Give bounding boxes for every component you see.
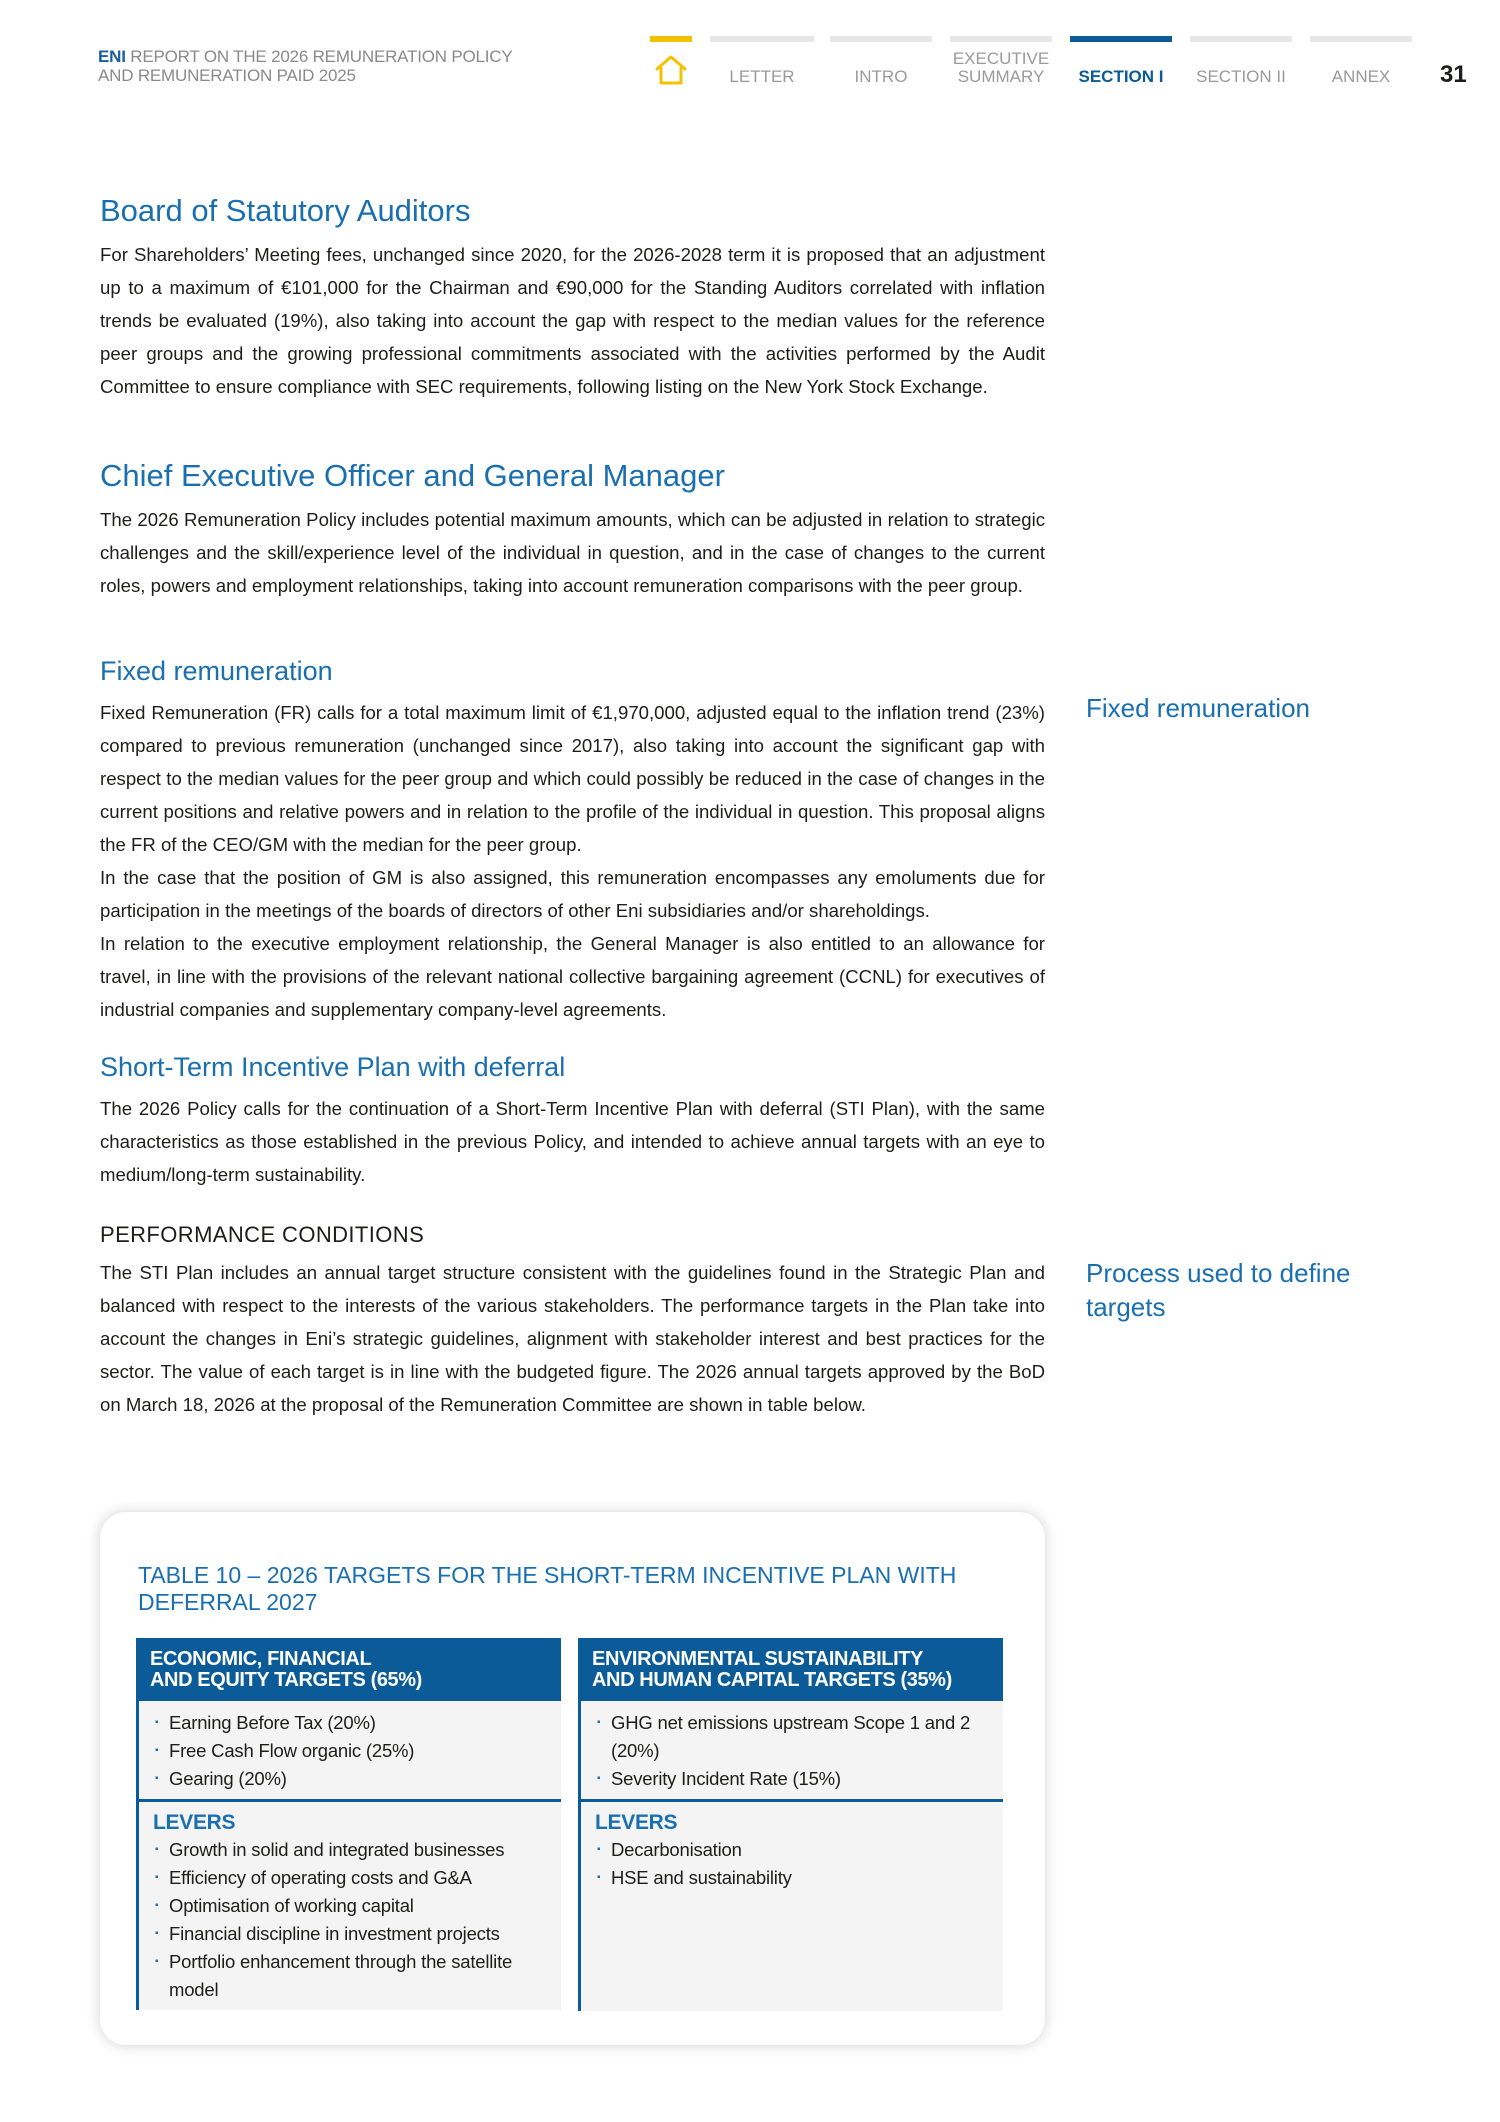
list-item: ▪ Decarbonisation (595, 1836, 989, 1864)
list-item: ▪ Portfolio enhancement through the satellite model (153, 1948, 547, 2004)
environmental-levers-group (581, 1799, 1003, 2011)
nav-section-2[interactable] (1190, 36, 1292, 96)
list-item: ▪ Growth in solid and integrated businesses (153, 1836, 547, 1864)
economic-levers-group (139, 1799, 561, 2010)
list-item: ▪ Free Cash Flow organic (25%) (153, 1737, 547, 1765)
performance-title: PERFORMANCE CONDITIONS (100, 1222, 425, 1247)
environmental-targets-body (578, 1701, 1003, 2011)
fixed-paragraph-2: In the case that the position of GM is also assigned, this remuneration encompasses any emoluments due for participation in the meetings of the boards of directors of other Eni subsidiaries and/or shareholdings. (100, 867, 1045, 921)
list-item: ▪ HSE and sustainability (595, 1864, 989, 1892)
nav-annex[interactable] (1310, 36, 1412, 96)
nav-letter-label: LETTER (729, 67, 795, 86)
economic-targets-header: ECONOMIC, FINANCIAL AND EQUITY TARGETS (65%) (136, 1638, 561, 1701)
nav-letter[interactable] (710, 36, 814, 96)
environmental-targets-column (578, 1638, 1003, 2011)
list-item: ▪ Efficiency of operating costs and G&A (153, 1864, 547, 1892)
nav-intro-label: INTRO (854, 67, 908, 86)
nav-home[interactable] (650, 36, 692, 96)
list-item: ▪ Financial discipline in investment projects (153, 1920, 547, 1948)
ceo-text: The 2026 Remuneration Policy includes potential maximum amounts, which can be adjusted in relation to strategic challenges and the skill/experience level of the individual in question, and in the case of changes to the current roles, powers and employment relationships, taking into account remuneration comparisons with the peer group. (100, 509, 1045, 596)
title-line-2: AND REMUNERATION PAID 2025 (98, 66, 356, 85)
sti-title: Short-Term Incentive Plan with deferral (100, 1052, 566, 1082)
board-text: For Shareholders’ Meeting fees, unchanged since 2020, for the 2026-2028 term it is proposed that an adjustment up to a maximum of €101,000 for the Chairman and €90,000 for the Standing Auditors correlated with inflation trends be evaluated (19%), also taking into account the gap with respect to the median values for the reference peer groups and the growing professional commitments associated with the activities performed by the Audit Committee to ensure compliance with SEC requirements, following listing on the New York Stock Exchange. (100, 244, 1045, 397)
list-item: ▪ Optimisation of working capital (153, 1892, 547, 1920)
section-fixed-remuneration (100, 655, 1045, 1026)
list-item: ▪ GHG net emissions upstream Scope 1 and 2 (20%) (595, 1709, 989, 1765)
levers-title: LEVERS (595, 1811, 678, 1834)
environmental-targets-header: ENVIRONMENTAL SUSTAINABILITY AND HUMAN CAPITAL TARGETS (35%) (578, 1638, 1003, 1701)
performance-text: The STI Plan includes an annual target structure consistent with the guidelines found in the Strategic Plan and balanced with respect to the interests of the various stakeholders. The performance targets in the Plan take into account the changes in Eni’s strategic guidelines, alignment with stakeholder interest and best practices for the sector. The value of each target is in line with the budgeted figure. The 2026 annual targets approved by the BoD on March 18, 2026 at the proposal of the Remuneration Committee are shown in table below. (100, 1262, 1045, 1415)
page-number: 31 (1440, 61, 1467, 88)
nav-executive-summary-label: EXECUTIVE SUMMARY (952, 49, 1050, 86)
sti-text: The 2026 Policy calls for the continuation of a Short-Term Incentive Plan with deferral (STI Plan), with the same characteristics as those established in the previous Policy, and intended to achieve annual targets with an eye to medium/long-term sustainability. (100, 1098, 1045, 1185)
economic-targets-body (136, 1701, 561, 2010)
list-item: ▪ Severity Incident Rate (15%) (595, 1765, 989, 1793)
nav-annex-label: ANNEX (1331, 67, 1391, 86)
fixed-title: Fixed remuneration (100, 656, 333, 686)
home-icon (654, 54, 688, 86)
environmental-target-list-group (581, 1701, 1003, 1799)
fixed-paragraph-3: In relation to the executive employment relationship, the General Manager is also entitled to an allowance for travel, in line with the provisions of the relevant national collective bargaining agreement (CCNL) for executives of industrial companies and supplementary company-level agreements. (100, 933, 1045, 1020)
section-ceo (100, 458, 1045, 602)
section-board (100, 193, 1045, 403)
side-note-process: Process used to define targets (1086, 1258, 1351, 1322)
list-item: ▪ Gearing (20%) (153, 1765, 547, 1793)
section-sti (100, 1051, 1045, 1191)
title-line-1: REPORT ON THE 2026 REMUNERATION POLICY (130, 47, 513, 66)
document-title (98, 47, 513, 85)
levers-title: LEVERS (153, 1811, 236, 1834)
section-performance (100, 1222, 1045, 1421)
fixed-paragraph-1: Fixed Remuneration (FR) calls for a total maximum limit of €1,970,000, adjusted equal to the inflation trend (23%) compared to previous remuneration (unchanged since 2017), also taking into account the significant gap with respect to the median values for the peer group and which could possibly be reduced in the case of changes in the current positions and relative powers and in relation to the profile of the individual in question. This proposal aligns the FR of the CEO/GM with the median for the peer group. (100, 702, 1045, 855)
nav-section-1-label: SECTION I (1078, 67, 1164, 86)
list-item: ▪ Earning Before Tax (20%) (153, 1709, 547, 1737)
side-note-fixed: Fixed remuneration (1086, 693, 1310, 723)
brand-name: ENI (98, 47, 126, 66)
nav-executive-summary[interactable] (950, 36, 1052, 96)
targets-table-card (100, 1512, 1045, 2045)
economic-targets-column (136, 1638, 561, 2010)
ceo-title: Chief Executive Officer and General Manager (100, 458, 725, 493)
nav-intro[interactable] (830, 36, 932, 96)
nav-section-2-label: SECTION II (1196, 67, 1286, 86)
board-title: Board of Statutory Auditors (100, 193, 471, 228)
economic-target-list-group (139, 1701, 561, 1799)
nav-section-1[interactable] (1070, 36, 1172, 96)
table-title: TABLE 10 – 2026 TARGETS FOR THE SHORT-TERM INCENTIVE PLAN WITH DEFERRAL 2027 (138, 1562, 957, 1615)
